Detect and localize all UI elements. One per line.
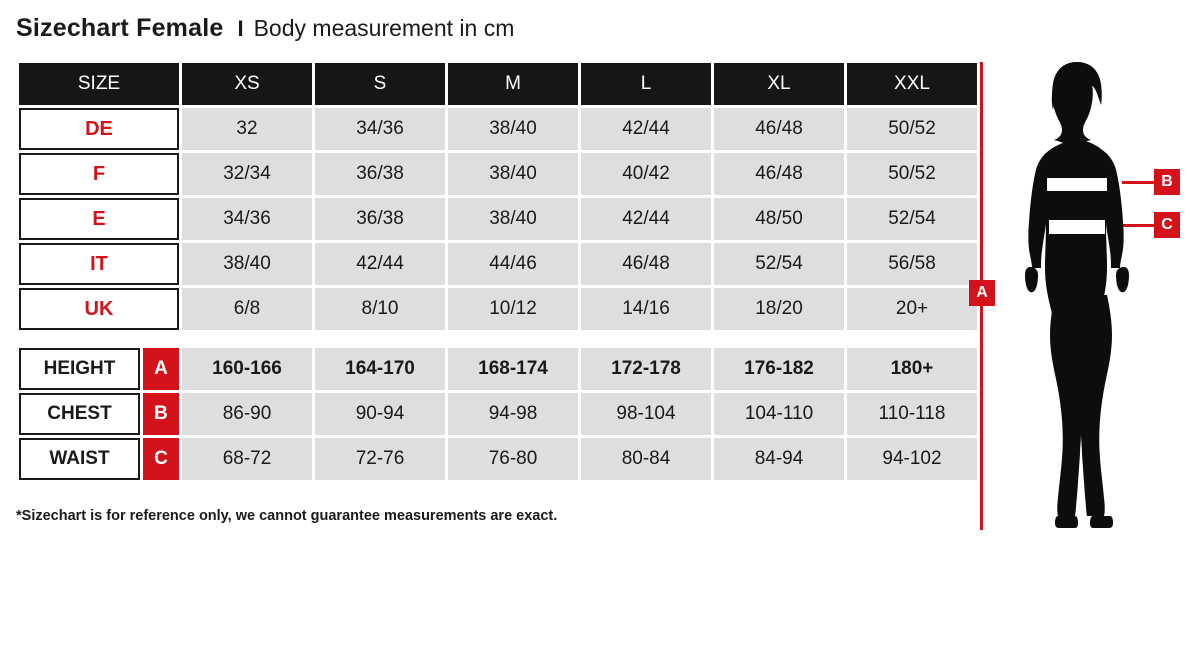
row-label-de: DE [19,108,179,150]
cell-e-xxl: 52/54 [847,198,977,240]
footnote-text: *Sizechart is for reference only, we cannot guarantee measurements are exact. [16,508,558,524]
cell-e-l: 42/44 [581,198,711,240]
cell-it-xl: 52/54 [714,243,844,285]
column-header-s: S [315,63,445,105]
cell-it-m: 44/46 [448,243,578,285]
cell-waist-xl: 84-94 [714,438,844,480]
title-subtitle: Body measurement in cm [253,15,515,41]
cell-waist-xxl: 94-102 [847,438,977,480]
table-header-row [19,63,977,105]
female-body-silhouette-icon [1002,60,1152,530]
cell-waist-xs: 68-72 [182,438,312,480]
table-row [19,153,977,195]
row-label-f: F [19,153,179,195]
row-label-it: IT [19,243,179,285]
cell-uk-xxl: 20+ [847,288,977,330]
cell-uk-l: 14/16 [581,288,711,330]
cell-it-s: 42/44 [315,243,445,285]
cell-e-xl: 48/50 [714,198,844,240]
cell-waist-m: 76-80 [448,438,578,480]
cell-f-xxl: 50/52 [847,153,977,195]
figure-diagram [960,50,1200,540]
cell-f-xs: 32/34 [182,153,312,195]
cell-e-m: 38/40 [448,198,578,240]
cell-chest-xxl: 110-118 [847,393,977,435]
marker-badge-c: C [143,438,179,480]
cell-uk-xs: 6/8 [182,288,312,330]
column-header-xl: XL [714,63,844,105]
cell-chest-l: 98-104 [581,393,711,435]
column-header-xxl: XXL [847,63,977,105]
cell-f-m: 38/40 [448,153,578,195]
column-header-m: M [448,63,578,105]
cell-chest-xs: 86-90 [182,393,312,435]
marker-badge-a: A [143,348,179,390]
cell-it-xxl: 56/58 [847,243,977,285]
column-header-l: L [581,63,711,105]
row-label-waist: WAIST [19,438,140,480]
table-spacer [19,333,977,345]
cell-it-xs: 38/40 [182,243,312,285]
page-title [16,14,514,43]
cell-height-xs: 160-166 [182,348,312,390]
cell-height-s: 164-170 [315,348,445,390]
cell-de-xs: 32 [182,108,312,150]
marker-c-icon: C [1154,212,1180,238]
cell-uk-m: 10/12 [448,288,578,330]
row-label-waist-wrap [19,438,179,480]
cell-f-l: 40/42 [581,153,711,195]
table-row [19,438,977,480]
table-row [19,108,977,150]
title-separator: I [237,16,244,41]
table-spacer-cell [19,333,977,345]
column-header-size: SIZE [19,63,179,105]
cell-it-l: 46/48 [581,243,711,285]
sizechart-table [16,60,980,483]
row-label-uk: UK [19,288,179,330]
cell-e-xs: 34/36 [182,198,312,240]
cell-chest-xl: 104-110 [714,393,844,435]
marker-b-icon: B [1154,169,1180,195]
table-row [19,348,977,390]
cell-uk-xl: 18/20 [714,288,844,330]
waist-band [1049,220,1105,234]
table-row [19,288,977,330]
cell-waist-s: 72-76 [315,438,445,480]
row-label-chest: CHEST [19,393,140,435]
cell-e-s: 36/38 [315,198,445,240]
row-label-height-wrap [19,348,179,390]
row-label-height: HEIGHT [19,348,140,390]
marker-badge-b: B [143,393,179,435]
cell-f-s: 36/38 [315,153,445,195]
cell-de-xxl: 50/52 [847,108,977,150]
table-row [19,198,977,240]
cell-chest-s: 90-94 [315,393,445,435]
table-row [19,243,977,285]
cell-de-m: 38/40 [448,108,578,150]
column-header-xs: XS [182,63,312,105]
cell-height-xl: 176-182 [714,348,844,390]
chest-band [1047,178,1107,191]
cell-height-xxl: 180+ [847,348,977,390]
row-label-chest-wrap [19,393,179,435]
table-row [19,393,977,435]
cell-height-l: 172-178 [581,348,711,390]
cell-de-xl: 46/48 [714,108,844,150]
cell-de-l: 42/44 [581,108,711,150]
cell-chest-m: 94-98 [448,393,578,435]
title-main: Sizechart Female [16,14,224,42]
cell-uk-s: 8/10 [315,288,445,330]
cell-f-xl: 46/48 [714,153,844,195]
marker-a-icon: A [969,280,995,306]
row-label-e: E [19,198,179,240]
cell-waist-l: 80-84 [581,438,711,480]
cell-height-m: 168-174 [448,348,578,390]
cell-de-s: 34/36 [315,108,445,150]
